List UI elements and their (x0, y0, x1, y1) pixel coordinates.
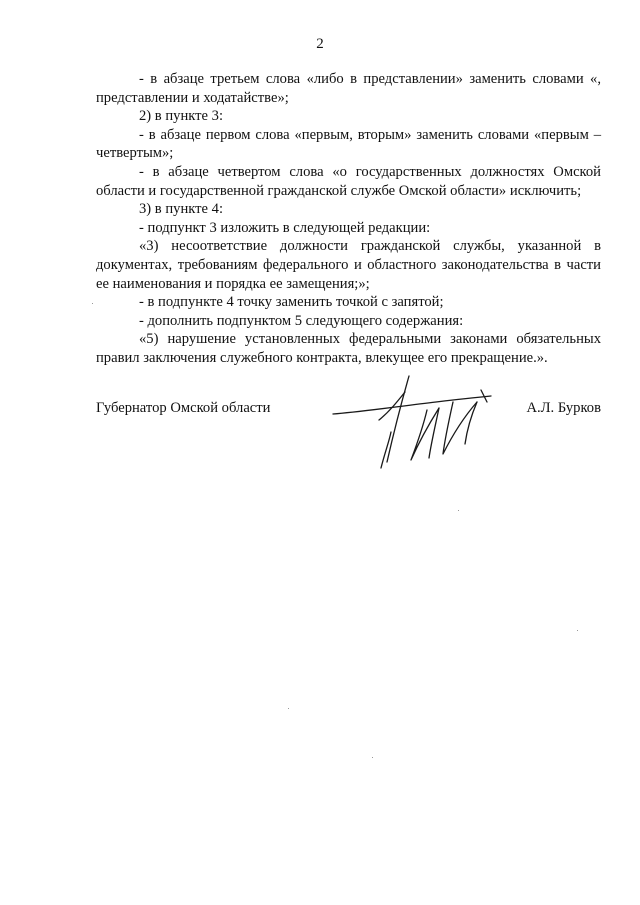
scan-speck (372, 757, 373, 758)
paragraph-7: «3) несоответствие должности гражданской службы, указанной в документах, требованиям федерального и областного законодательства в части ее наименования и порядка ее замещения;»; (96, 238, 601, 292)
paragraph-1: - в абзаце третьем слова «либо в представлении» заменить словами «, представлении и ходатайстве»; (96, 71, 601, 106)
signer-name: А.Л. Бурков (526, 400, 601, 416)
scan-speck (288, 708, 289, 709)
scan-speck (458, 510, 459, 511)
scan-speck (577, 630, 578, 631)
signer-title: Губернатор Омской области (96, 400, 271, 416)
signature-block (96, 400, 601, 480)
paragraph-9: - дополнить подпунктом 5 следующего содержания: (139, 312, 464, 329)
document-body (96, 70, 601, 368)
scan-speck (92, 303, 93, 304)
paragraph-5: 3) в пункте 4: (139, 201, 224, 218)
handwritten-signature (331, 372, 501, 472)
paragraph-10: «5) нарушение установленных федеральными законами обязательных правил заключения служебного контракта, влекущее его прекращение.». (96, 331, 601, 366)
paragraph-8: - в подпункте 4 точку заменить точкой с запятой; (139, 294, 444, 311)
page-number: 2 (316, 36, 324, 52)
paragraph-6: - подпункт 3 изложить в следующей редакции: (139, 219, 431, 236)
paragraph-2: 2) в пункте 3: (139, 108, 224, 125)
paragraph-3: - в абзаце первом слова «первым, вторым» заменить словами «первым – четвертым»; (96, 126, 601, 162)
paragraph-4: - в абзаце четвертом слова «о государственных должностях Омской области и государственной гражданской службе Омской области» исключить; (96, 163, 601, 199)
